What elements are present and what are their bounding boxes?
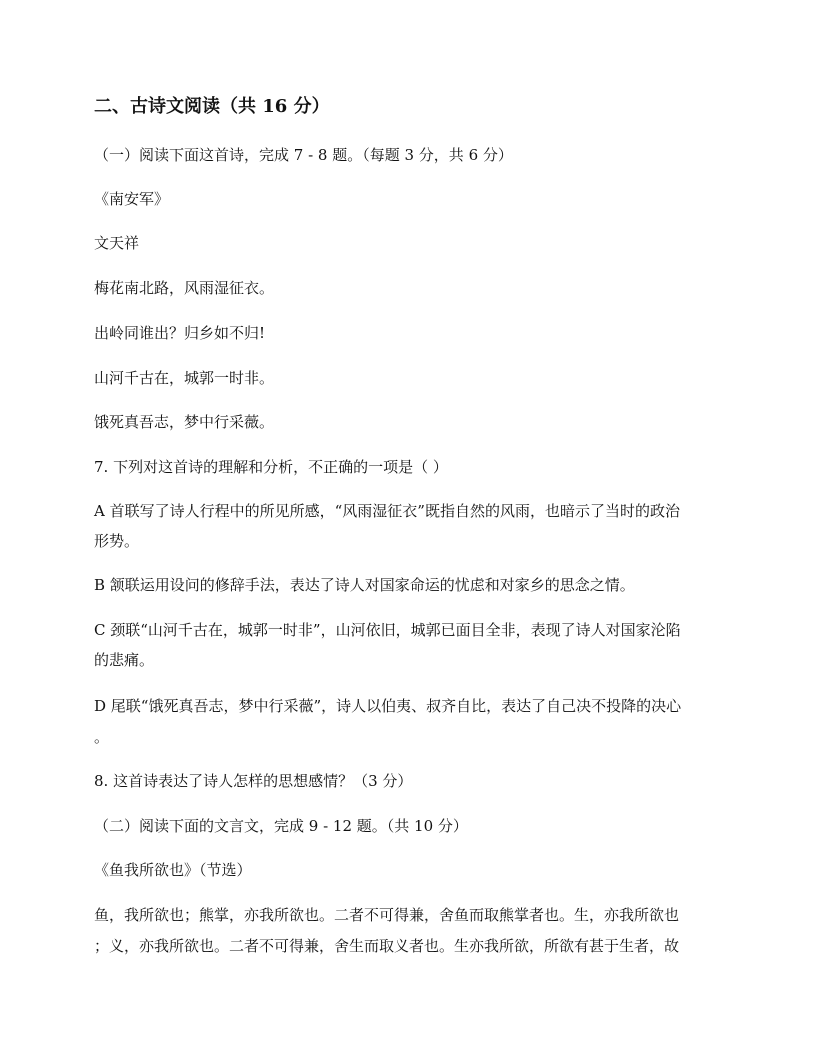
part2-instruction: （二）阅读下面的文言文，完成 9 - 12 题。（共 10 分） — [94, 817, 468, 835]
poem-title: 《南安军》 — [94, 190, 170, 208]
question-7-option-d-line-1: D 尾联“饿死真吾志，梦中行采薇”，诗人以伯夷、叔齐自比，表达了自己决不投降的决心 — [94, 697, 682, 715]
question-7-option-a-line-1: A 首联写了诗人行程中的所见所感，“风雨湿征衣”既指自然的风雨，也暗示了当时的政治 — [94, 502, 680, 520]
classical-text-line-1: 鱼，我所欲也；熊掌，亦我所欲也。二者不可得兼，舍鱼而取熊掌者也。生，亦我所欲也 — [94, 906, 680, 924]
question-7-option-c-line-1: C 颈联“山河千古在，城郭一时非”，山河依旧，城郭已面目全非，表现了诗人对国家沦陷 — [94, 621, 681, 639]
poem-line-3: 山河千古在，城郭一时非。 — [94, 369, 275, 387]
text-title: 《鱼我所欲也》（节选） — [94, 861, 252, 879]
poem-line-4: 饿死真吾志，梦中行采薇。 — [94, 413, 275, 431]
poem-line-1: 梅花南北路，风雨湿征衣。 — [94, 279, 275, 297]
poem-line-2: 出岭同谁出？归乡如不归! — [94, 324, 266, 342]
question-7-option-c-line-2: 的悲痛。 — [94, 651, 155, 669]
question-7-option-d-line-2: 。 — [94, 728, 110, 746]
part1-instruction: （一）阅读下面这首诗，完成 7 - 8 题。（每题 3 分，共 6 分） — [94, 146, 513, 164]
question-7-option-a-line-2: 形势。 — [94, 532, 140, 550]
question-7-stem: 7. 下列对这首诗的理解和分析，不正确的一项是（ ） — [94, 458, 448, 476]
question-7-option-b: B 颔联运用设问的修辞手法，表达了诗人对国家命运的忧虑和对家乡的思念之情。 — [94, 576, 635, 594]
poem-author: 文天祥 — [94, 234, 140, 252]
question-8-stem: 8. 这首诗表达了诗人怎样的思想感情？（3 分） — [94, 772, 413, 790]
section-heading: 二、古诗文阅读（共 16 分） — [94, 96, 330, 117]
classical-text-line-2: ；义，亦我所欲也。二者不可得兼，舍生而取义者也。生亦我所欲，所欲有甚于生者，故 — [94, 937, 680, 955]
